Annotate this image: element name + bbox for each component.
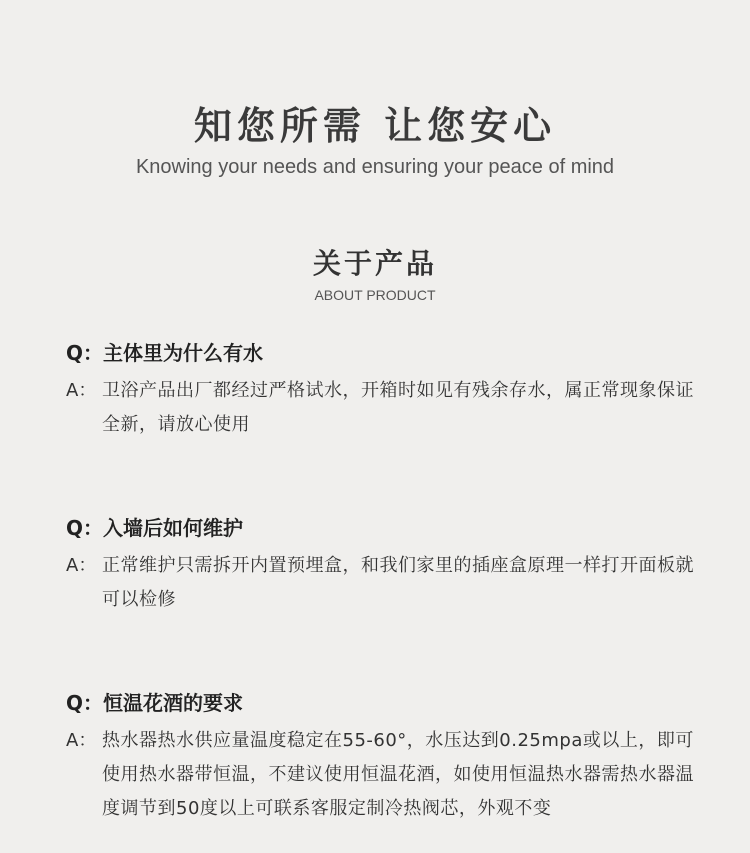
faq-answer: 卫浴产品出厂都经过严格试水，开箱时如见有残余存水，属正常现象保证全新，请放心使用 (102, 380, 694, 435)
faq-answer-prefix: A： (66, 555, 97, 576)
section-header (0, 244, 750, 304)
section-title: 关于产品 (312, 247, 437, 280)
page-title: 知您所需 让您安心 (193, 104, 557, 148)
page-subtitle: Knowing your needs and ensuring your peace of mind (135, 156, 615, 178)
faq-question: Q：恒温花酒的要求 (66, 691, 244, 715)
faq-answer: 热水器热水供应量温度稳定在55-60°，水压达到0.25mpa或以上，即可使用热水器带恒温，不建议使用恒温花酒，如使用恒温热水器需热水器温度调节到50度以上可联系客服定制冷热阀芯，外观不变 (102, 730, 694, 819)
faq-answer-prefix: A： (66, 730, 97, 751)
faq-question: Q：入墙后如何维护 (66, 516, 244, 540)
hero-header (0, 98, 750, 180)
faq-answer: 正常维护只需拆开内置预埋盒，和我们家里的插座盒原理一样打开面板就可以检修 (102, 555, 694, 610)
faq-answer-prefix: A： (66, 380, 97, 401)
faq-question: Q：主体里为什么有水 (66, 341, 264, 365)
section-subtitle: ABOUT PRODUCT (314, 287, 436, 303)
